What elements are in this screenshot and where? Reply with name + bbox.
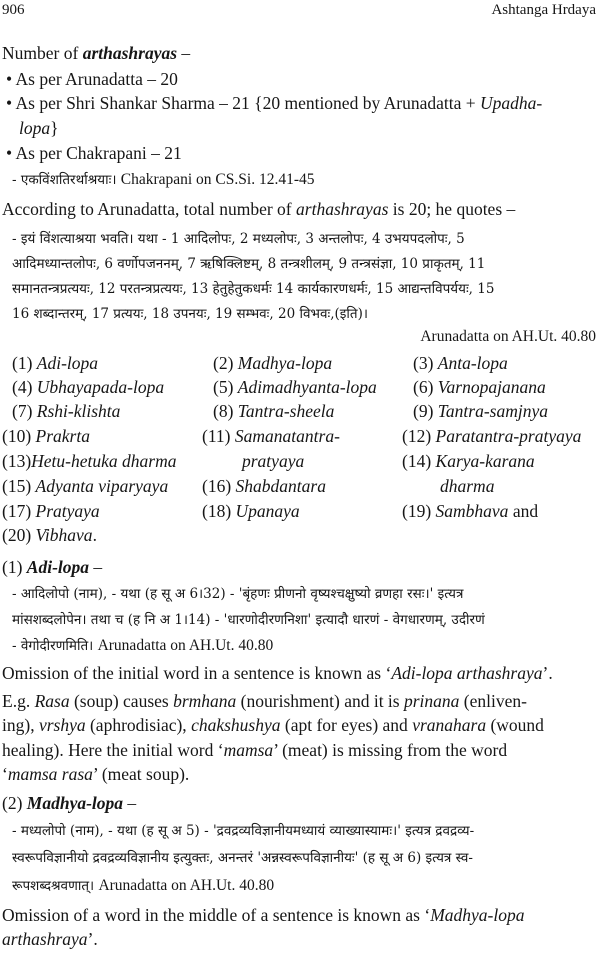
list-item xyxy=(213,352,332,374)
para-italic: Rasa xyxy=(34,691,70,711)
item-name: Sambhava xyxy=(435,501,509,521)
heading-number: (1) xyxy=(2,557,27,577)
item-name: Samanatantra- xyxy=(234,426,340,446)
heading-text: Number of xyxy=(2,43,83,63)
item-number: (2) xyxy=(213,353,234,373)
item-name: Pratyaya xyxy=(35,501,100,521)
item-number: (11) xyxy=(202,426,231,446)
para-italic: chakshushya xyxy=(191,715,281,735)
quote-reference: Arunadatta on AH.Ut. 40.80 xyxy=(98,877,275,894)
quote-reference: Arunadatta on AH.Ut. 40.80 xyxy=(97,637,274,654)
para-italic: mamsa rasa xyxy=(7,764,93,784)
heading-tail: – xyxy=(177,43,191,63)
running-title: Ashtanga Hrdaya xyxy=(491,2,596,18)
bullet-italic: Upadha- xyxy=(479,93,543,113)
list-item xyxy=(213,400,334,422)
item-name: Adyanta viparyaya xyxy=(35,476,169,496)
page-number: 906 xyxy=(2,2,25,18)
list-item xyxy=(402,425,581,447)
section-heading-number-of-arthashrayas xyxy=(2,42,596,64)
sanskrit-line-1: - मध्यलोपो (नाम), - यथा (ह सू अ 5) - 'द्रवद्रव्यविज्ञानीयमध्यायं व्याख्यास्यामः।' इत्यत्र द्रवद्रव्य- xyxy=(12,823,475,839)
para-text: Omission of a word in the middle of a sentence is known as ‘ xyxy=(2,905,431,925)
item-name: dharma xyxy=(440,476,495,496)
item-name: pratyaya xyxy=(242,451,305,471)
bullet-arunadatta xyxy=(6,68,596,90)
item-number: (14) xyxy=(402,451,432,471)
sanskrit-line-3 xyxy=(12,636,596,656)
madhya-lopa-definition xyxy=(2,904,596,926)
item-number: (4) xyxy=(12,377,33,397)
item-number: (15) xyxy=(2,476,32,496)
para-text: ’ (meat) is missing from the word xyxy=(273,740,508,760)
para-italic: prinana xyxy=(403,691,460,711)
para-text: According to Arunadatta, total number of xyxy=(2,199,297,219)
item-number: (1) xyxy=(12,353,33,373)
example-line xyxy=(2,763,596,785)
bullet-chakrapani xyxy=(6,142,596,164)
list-item xyxy=(2,475,168,497)
item-number: (7) xyxy=(12,401,33,421)
bullet-shankar-sharma xyxy=(6,92,596,114)
para-italic: mamsa xyxy=(223,740,274,760)
item-number: (3) xyxy=(413,353,434,373)
item-number: (17) xyxy=(2,501,32,521)
list-item xyxy=(12,376,164,398)
para-text: (apt for eyes) and xyxy=(280,715,413,735)
section-heading-madhya-lopa xyxy=(2,792,596,814)
sanskrit-line-2: स्वरूपविज्ञानीयो द्रवद्रव्यविज्ञानीय इत्युक्तः, अनन्तरं 'अन्नस्वरूपविज्ञानीयः' (ह सू अ 6) इत्यत्र स्व- xyxy=(12,850,473,866)
list-item-continuation xyxy=(242,450,304,472)
sanskrit-line-2: मांसशब्दलोपेन। तथा च (ह नि अ 1।14) - 'धारणोदीरणनिशा' इत्यादौ धारणं - वेगधारणम्, उदीरणं xyxy=(12,612,485,628)
list-item xyxy=(202,475,326,497)
list-item xyxy=(202,425,340,447)
bullet-text: } xyxy=(50,118,59,138)
para-text: healing). Here the initial word ‘ xyxy=(2,740,224,760)
list-item xyxy=(213,376,377,398)
para-italic: Adi-lopa arthashraya xyxy=(391,663,543,683)
heading-italic: arthashrayas xyxy=(82,43,178,63)
para-text: (aphrodisiac), xyxy=(85,715,192,735)
para-text: is 20; he quotes – xyxy=(388,199,516,219)
item-name: Prakrta xyxy=(35,426,90,446)
item-name: Ubhayapada-lopa xyxy=(36,377,165,397)
sanskrit-text: - वेगोदीरणमिति। xyxy=(12,638,98,654)
item-number: (18) xyxy=(202,501,232,521)
list-item xyxy=(12,352,98,374)
bullet-continuation xyxy=(19,117,596,139)
item-number: (6) xyxy=(413,377,434,397)
heading-number: (2) xyxy=(2,793,27,813)
list-item xyxy=(2,500,100,522)
item-name: Upanaya xyxy=(235,501,300,521)
sanskrit-line-1: - इयं विंशत्याश्रया भवति। यथा - 1 आदिलोपः, 2 मध्यलोपः, 3 अन्तलोपः, 4 उभयपदलोपः, 5 xyxy=(12,231,465,247)
item-number: (9) xyxy=(413,401,434,421)
para-italic: arthashraya xyxy=(2,929,88,949)
item-number: (13) xyxy=(2,451,32,471)
bullet-text: • As per Shri Shankar Sharma – 21 {20 mentioned by Arunadatta + xyxy=(6,93,480,113)
para-italic: brmhana xyxy=(173,691,237,711)
sanskrit-quote: - एकविंशतिरर्थाश्रयाः। xyxy=(12,172,121,188)
according-paragraph xyxy=(2,198,596,220)
item-name: Vibhava xyxy=(35,525,93,545)
item-name: Varnopajanana xyxy=(437,377,546,397)
item-name: Shabdantara xyxy=(235,476,326,496)
para-text: (nourishment) and it is xyxy=(236,691,404,711)
example-line xyxy=(2,690,596,712)
sanskrit-line-3: समानतन्त्रप्रत्ययः, 12 परतन्त्रप्रत्ययः, 13 हेतुहेतुकधर्मः 14 कार्यकारणधर्मः, 15 आद्यन्तविपर्ययः, 15 xyxy=(12,281,495,297)
item-number: (20) xyxy=(2,525,32,545)
list-item-continuation xyxy=(440,475,494,497)
item-number: (16) xyxy=(202,476,232,496)
item-number: (5) xyxy=(213,377,234,397)
para-italic: vrshya xyxy=(38,715,86,735)
para-text: Omission of the initial word in a sentence is known as ‘ xyxy=(2,663,392,683)
para-text: ‘ xyxy=(2,764,8,784)
list-item xyxy=(402,500,538,522)
example-line xyxy=(2,714,596,736)
adi-lopa-definition xyxy=(2,662,596,684)
quote-reference: Chakrapani on CS.Si. 12.41-45 xyxy=(120,171,315,188)
item-name: Madhya-lopa xyxy=(237,353,333,373)
sanskrit-line-3 xyxy=(12,876,596,896)
list-item xyxy=(12,400,120,422)
para-text: ing), xyxy=(2,715,39,735)
item-number: (8) xyxy=(213,401,234,421)
list-item xyxy=(413,376,546,398)
bullet-text: • As per Chakrapani – 21 xyxy=(6,143,182,163)
item-name: Paratantra-pratyaya xyxy=(435,426,582,446)
para-text: ’. xyxy=(87,929,98,949)
sanskrit-line-2: आदिमध्यान्तलोपः, 6 वर्णोपजननम्, 7 ऋषिक्लिष्टम्, 8 तन्त्रशीलम्, 9 तन्त्रसंज्ञा, 10 प्राकृतम्, 11 xyxy=(12,256,486,272)
para-text: (wound xyxy=(486,715,544,735)
item-name: Karya-karana xyxy=(435,451,535,471)
sanskrit-line-1: - आदिलोपो (नाम), - यथा (ह सू अ 6।32) - 'बृंहणः प्रीणनो वृष्यश्चक्षुष्यो व्रणहा रसः।' इत्यत्र xyxy=(12,586,464,602)
para-text: (soup) causes xyxy=(69,691,174,711)
list-item xyxy=(2,450,176,472)
para-text: ’ (meat soup). xyxy=(92,764,190,784)
item-number: (19) xyxy=(402,501,432,521)
bullet-italic: lopa xyxy=(19,118,51,138)
item-name: Anta-lopa xyxy=(437,353,508,373)
heading-italic: Madhya-lopa xyxy=(26,793,124,813)
heading-italic: Adi-lopa xyxy=(26,557,90,577)
para-text: ’. xyxy=(542,663,553,683)
sanskrit-text: रूपशब्दश्रवणात्। xyxy=(12,878,99,894)
item-name: Adimadhyanta-lopa xyxy=(237,377,377,397)
item-name: Tantra-samjnya xyxy=(437,401,548,421)
heading-tail: – xyxy=(89,557,103,577)
item-name: Hetu-hetuka dharma xyxy=(31,451,177,471)
sanskrit-line-4: 16 शब्दान्तरम्, 17 प्रत्ययः, 18 उपनयः, 19 सम्भवः, 20 विभवः,(इति)। xyxy=(12,306,368,322)
item-name: Adi-lopa xyxy=(36,353,99,373)
quote-chakrapani xyxy=(12,170,596,190)
item-tail: and xyxy=(508,501,539,521)
item-name: Rshi-klishta xyxy=(36,401,121,421)
list-item xyxy=(413,400,548,422)
para-italic: Madhya-lopa xyxy=(430,905,525,925)
page-header xyxy=(2,2,596,22)
para-text: E.g. xyxy=(2,691,35,711)
item-name: Tantra-sheela xyxy=(237,401,335,421)
list-item xyxy=(2,425,90,447)
para-text: (enliven- xyxy=(459,691,527,711)
list-item xyxy=(202,500,300,522)
list-item xyxy=(2,524,97,546)
para-italic: arthashrayas xyxy=(296,199,389,219)
reference-arunadatta: Arunadatta on AH.Ut. 40.80 xyxy=(420,328,596,345)
list-item xyxy=(402,450,535,472)
list-item xyxy=(413,352,508,374)
bullet-text: • As per Arunadatta – 20 xyxy=(6,69,178,89)
para-italic: vranahara xyxy=(412,715,487,735)
section-heading-adi-lopa xyxy=(2,556,596,578)
item-tail: . xyxy=(92,525,97,545)
item-number: (12) xyxy=(402,426,432,446)
heading-tail: – xyxy=(123,793,137,813)
item-number: (10) xyxy=(2,426,32,446)
example-line xyxy=(2,739,596,761)
madhya-lopa-definition-line2 xyxy=(2,928,596,950)
